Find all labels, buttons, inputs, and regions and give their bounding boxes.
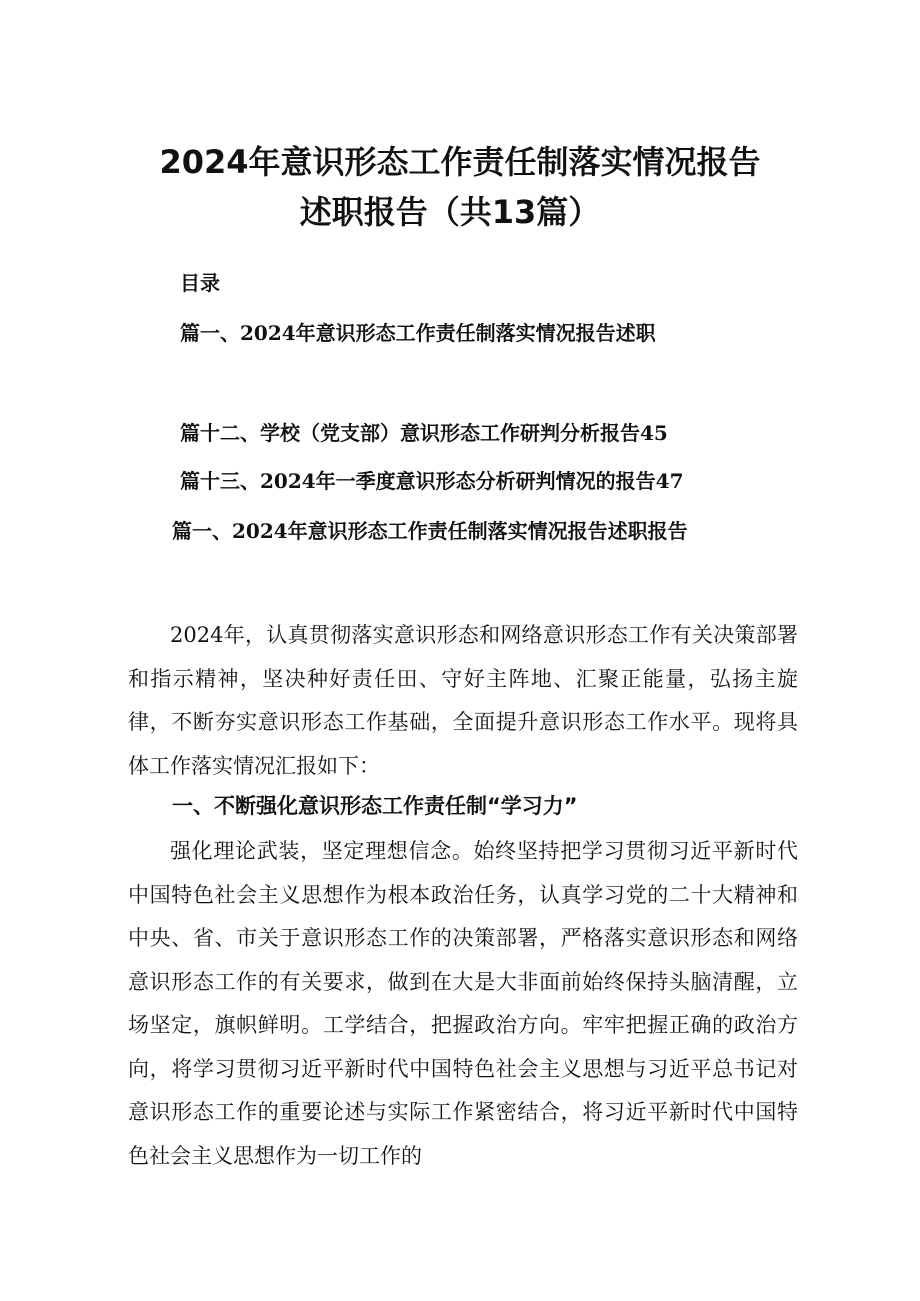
section-heading: 一、不断强化意识形态工作责任制“学习力” [172, 794, 578, 818]
body-paragraph: 强化理论武装，坚定理想信念。始终坚持把学习贯彻习近平新时代中国特色社会主义思想作为根本政治任务，认真学习党的二十大精神和中央、省、市关于意识形态工作的决策部署，严格落实意识形态和网络意识形态工作的有关要求，做到在大是大非面前始终保持头脑清醒，立场坚定，旗帜鲜明。工学结合，把握政治方向。牢牢把握正确的政治方向，将学习贯彻习近平新时代中国特色社会主义思想与习近平总书记对意识形态工作的重要论述与实际工作紧密结合，将习近平新时代中国特色社会主义思想作为一切工作的 [128, 839, 798, 1168]
document-title-line-2: 述职报告（共13篇） [299, 193, 601, 231]
section-title: 篇一、2024年意识形态工作责任制落实情况报告述职报告 [172, 519, 688, 543]
toc-item: 篇一、2024年意识形态工作责任制落实情况报告述职 [180, 321, 656, 345]
toc-heading: 目录 [180, 271, 220, 295]
toc-item: 篇十三、2024年一季度意识形态分析研判情况的报告47 [180, 469, 684, 493]
body-paragraph: 2024年，认真贯彻落实意识形态和网络意识形态工作有关决策部署和指示精神，坚决种好责任田、守好主阵地、汇聚正能量，弘扬主旋律，不断夯实意识形态工作基础，全面提升意识形态工作水平。现将具体工作落实情况汇报如下： [128, 623, 798, 778]
document-title-line-1: 2024年意识形态工作责任制落实情况报告 [159, 143, 761, 181]
toc-item: 篇十二、学校（党支部）意识形态工作研判分析报告45 [180, 421, 668, 445]
